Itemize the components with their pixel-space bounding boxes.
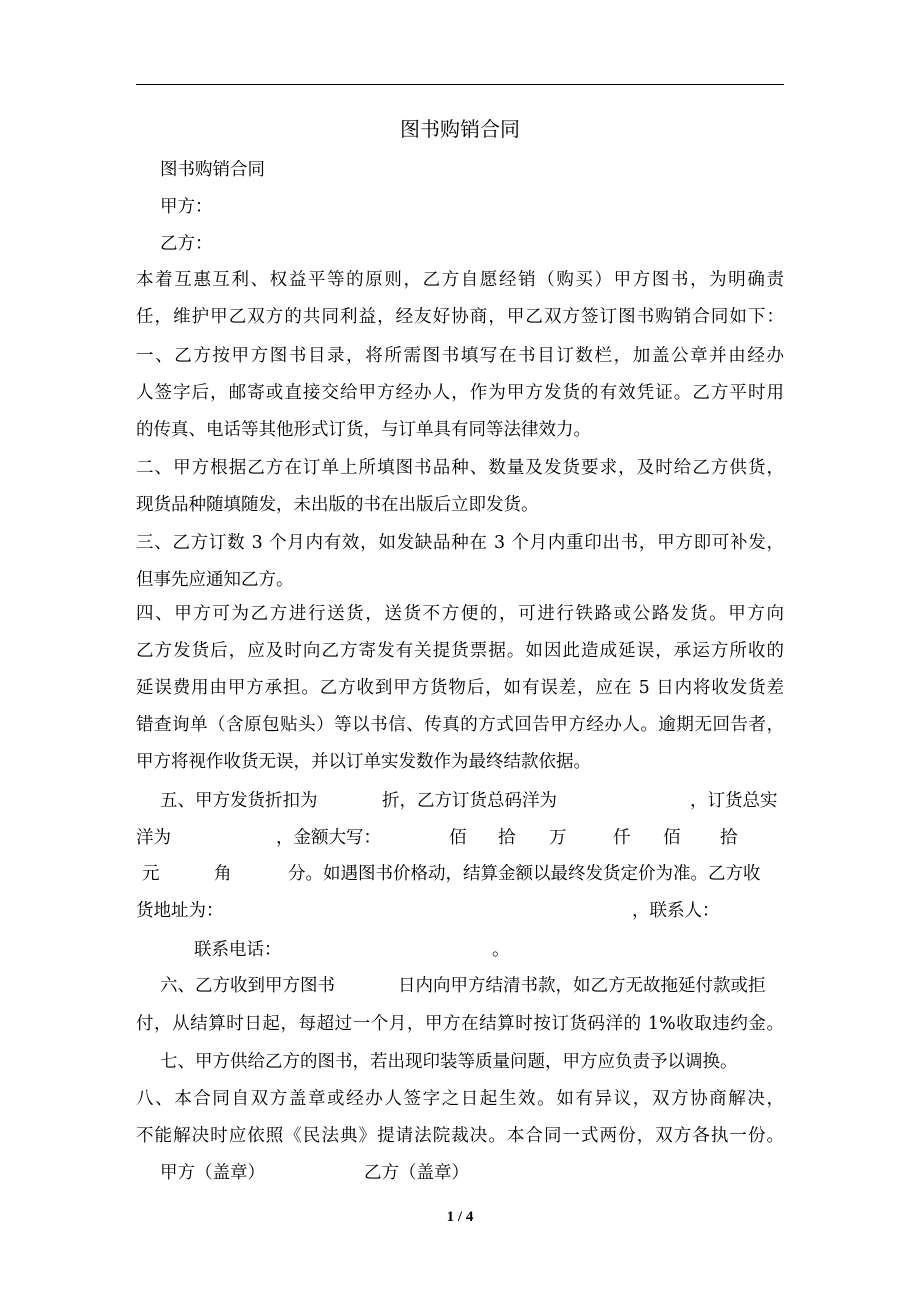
clause4-line-3: 延误费用由甲方承担。乙方收到甲方货物后，如有误差，应在 5 日内将收发货差 [136, 678, 784, 698]
unit-wan: 万 [549, 828, 567, 848]
clause2-line-1: 二、甲方根据乙方在订单上所填图书品种、数量及发货要求，及时给乙方供货， [136, 458, 784, 478]
clause1-line-2: 人签字后，邮寄或直接交给甲方经办人，作为甲方发货的有效凭证。乙方平时用 [136, 383, 784, 403]
clause5-line-2 [136, 820, 784, 856]
unit-shi-1: 拾 [498, 828, 516, 848]
clause7: 七、甲方供给乙方的图书，若出现印装等质量问题，甲方应负责予以调换。 [160, 1052, 738, 1072]
clause5-contact-label: ，联系人： [632, 901, 720, 921]
header-rule [136, 84, 784, 85]
clause4-line-2: 乙方发货后，应及时向乙方寄发有关提货票据。如因此造成延误，承运方所收的 [136, 641, 784, 661]
signature-line [136, 1155, 784, 1191]
clause5-line-3 [136, 856, 784, 892]
clause1-line-3: 的传真、电话等其他形式订货，与订单具有同等法律效力。 [136, 420, 591, 440]
unit-jiao: 角 [214, 864, 232, 884]
clause5-total-net-label: ，订货总实 [690, 791, 778, 811]
clause6-settle-text: 日内向甲方结清书款，如乙方无故拖延付款或拒 [398, 976, 766, 996]
clause4-line-5: 甲方将视作收货无误，并以订单实发数作为最终结款依据。 [136, 752, 591, 772]
unit-shi-2: 拾 [720, 828, 738, 848]
unit-bai-1: 佰 [449, 828, 467, 848]
unit-yuan: 元 [142, 864, 160, 884]
party-a-label: 甲方： [160, 197, 213, 217]
clause5-net-label: 洋为 [136, 828, 171, 848]
clause3-line-2: 但事先应通知乙方。 [136, 570, 294, 590]
clause5-discount-label: 五、甲方发货折扣为 [160, 791, 318, 811]
clause6-receive-label: 六、乙方收到甲方图书 [160, 976, 335, 996]
intro-line-1: 本着互惠互利、权益平等的原则，乙方自愿经销（购买）甲方图书，为明确责 [136, 270, 784, 290]
clause5-phone-end: 。 [492, 940, 510, 960]
clause6-line-2: 付，从结算时日起，每超过一个月，甲方在结算时按订货码洋的 1%收取违约金。 [136, 1014, 784, 1034]
clause8-line-2: 不能解决时应依照《民法典》提请法院裁决。本合同一式两份，双方各执一份。 [136, 1126, 784, 1146]
unit-bai-2: 佰 [663, 828, 681, 848]
clause5-phone-label: 联系电话： [194, 940, 282, 960]
unit-qian: 仟 [613, 828, 631, 848]
clause1-line-1: 一、乙方按甲方图书目录，将所需图书填写在书目订数栏，加盖公章并由经办 [136, 346, 784, 366]
party-b-label: 乙方： [160, 234, 213, 254]
clause5-fen-text: 分。如遇图书价格动，结算金额以最终发货定价为准。乙方收 [288, 864, 761, 884]
clause4-line-1: 四、甲方可为乙方进行送货，送货不方便的，可进行铁路或公路发货。甲方向 [136, 604, 784, 624]
page-number: 1 / 4 [446, 1209, 474, 1225]
intro-line-2: 任，维护甲乙双方的共同利益，经友好协商，甲乙双方签订图书购销合同如下： [136, 307, 784, 327]
clause3-line-1: 三、乙方订数 3 个月内有效，如发缺品种在 3 个月内重印出书，甲方即可补发， [136, 533, 784, 553]
clause5-address-label: 货地址为： [136, 901, 224, 921]
clause5-line-1 [136, 783, 784, 819]
subtitle: 图书购销合同 [160, 160, 265, 180]
clause6-line-1 [136, 968, 784, 1004]
clause5-line-5 [136, 932, 784, 968]
clause5-total-code-label: 折，乙方订货总码洋为 [382, 791, 557, 811]
clause5-amount-words-label: ，金额大写： [276, 828, 381, 848]
clause2-line-2: 现货品种随填随发，未出版的书在出版后立即发货。 [136, 495, 539, 515]
signature-party-a: 甲方（盖章） [160, 1163, 265, 1183]
document-title: 图书购销合同 [400, 117, 520, 141]
clause8-line-1: 八、本合同自双方盖章或经办人签字之日起生效。如有异议，双方协商解决， [136, 1089, 784, 1109]
clause5-line-4 [136, 893, 784, 929]
clause4-line-4: 错查询单（含原包贴头）等以书信、传真的方式回告甲方经办人。逾期无回告者， [136, 715, 784, 735]
signature-party-b: 乙方（盖章） [364, 1163, 469, 1183]
